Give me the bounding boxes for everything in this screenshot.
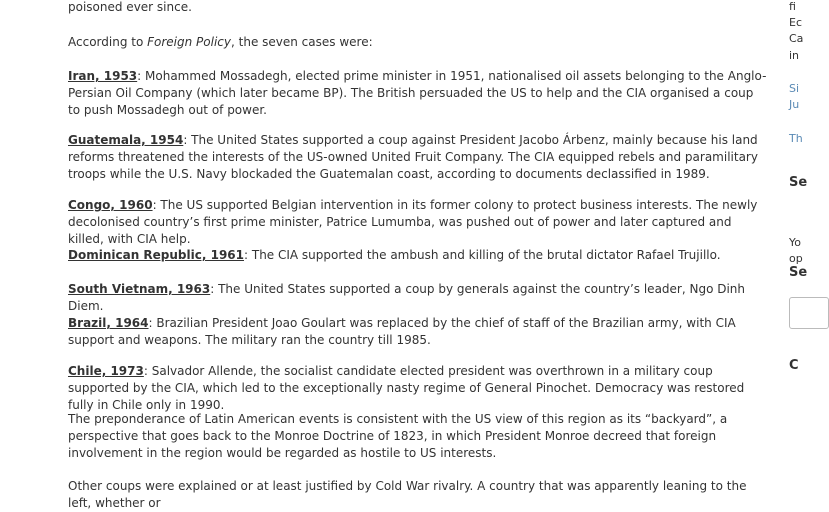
case-paragraph-iran [68,68,768,119]
case-paragraph-congo [68,197,768,248]
case-link-chile[interactable]: Chile, 1973 [68,364,144,378]
sidebar-text-fragment: Yo [789,236,801,249]
case-link-iran[interactable]: Iran, 1953 [68,69,138,83]
case-text: : The CIA supported the ambush and killing of the brutal dictator Rafael Trujillo. [244,248,721,262]
according-prefix: According to [68,35,148,49]
latin-america-paragraph: The preponderance of Latin American events is consistent with the US view of this region as its “backyard”, a perspective that goes back to the Monroe Doctrine of 1823, in which President Monroe decreed that foreign involvement in the region would be regarded as hostile to US interests. [68,412,728,460]
sidebar-link-fragment[interactable]: Th [789,132,803,145]
case-link-south-vietnam[interactable]: South Vietnam, 1963 [68,282,211,296]
according-suffix: , the seven cases were: [231,35,373,49]
case-text: : Salvador Allende, the socialist candidate elected president was overthrown in a military coup supported by the CIA, which led to the exceptionally nasty regime of General Pinochet. Democracy was restored fully in Chile only in 1990. [68,364,745,412]
case-text: : The United States supported a coup against President Jacobo Árbenz, mainly because his land reforms threatened the interests of the US-owned United Fruit Company. The CIA equipped rebels and paramilitary troops while the U.S. Navy blockaded the Guatemalan coast, according to documents declassified in 1989. [68,133,758,181]
sidebar-text-fragment: op [789,252,803,265]
case-link-congo[interactable]: Congo, 1960 [68,198,153,212]
case-paragraph-guatemala [68,132,768,183]
cold-war-paragraph: Other coups were explained or at least justified by Cold War rivalry. A country that was apparently leaning to the left, whether or [68,479,747,510]
right-sidebar [789,0,829,492]
case-link-dominican-republic[interactable]: Dominican Republic, 1961 [68,248,244,262]
sidebar-text-fragment: Ca [789,32,804,45]
intro-tail: poisoned ever since. [68,0,192,14]
case-text: : Mohammed Mossadegh, elected prime minister in 1951, nationalised oil assets belonging to the Anglo-Persian Oil Company (which later became BP). The British persuaded the US to help and the CIA organised a coup to push Mossadegh out of power. [68,69,767,117]
sidebar-heading-fragment: Se [789,175,808,190]
sidebar-heading-fragment: C [789,358,799,373]
case-paragraph-brazil [68,315,768,349]
source-name: Foreign Policy [147,35,231,49]
case-text: : The US supported Belgian intervention in its former colony to protect business interests. The newly decolonised country’s first prime minister, Patrice Lumumba, was pushed out of power and later captured and killed, with CIA help. [68,198,758,246]
sidebar-text-fragment: Ec [789,16,802,29]
case-paragraph-south-vietnam [68,281,768,315]
sidebar-text-fragment: in [789,49,800,62]
sidebar-text-fragment: fi [789,0,796,13]
case-link-guatemala[interactable]: Guatemala, 1954 [68,133,184,147]
case-text: : Brazilian President Joao Goulart was replaced by the chief of staff of the Brazilian army, with CIA support and weapons. The military ran the country till 1985. [68,316,736,347]
according-paragraph [68,34,373,51]
sidebar-link-fragment[interactable]: Ju [789,98,800,111]
case-text: : The United States supported a coup by generals against the country’s leader, Ngo Dinh Diem. [68,282,746,313]
case-paragraph-chile [68,363,768,414]
sidebar-heading-fragment: Se [789,265,808,280]
case-link-brazil[interactable]: Brazil, 1964 [68,316,149,330]
sidebar-link-fragment[interactable]: Si [789,82,800,95]
sidebar-search-input[interactable] [789,297,829,329]
case-paragraph-dominican-republic [68,247,721,264]
